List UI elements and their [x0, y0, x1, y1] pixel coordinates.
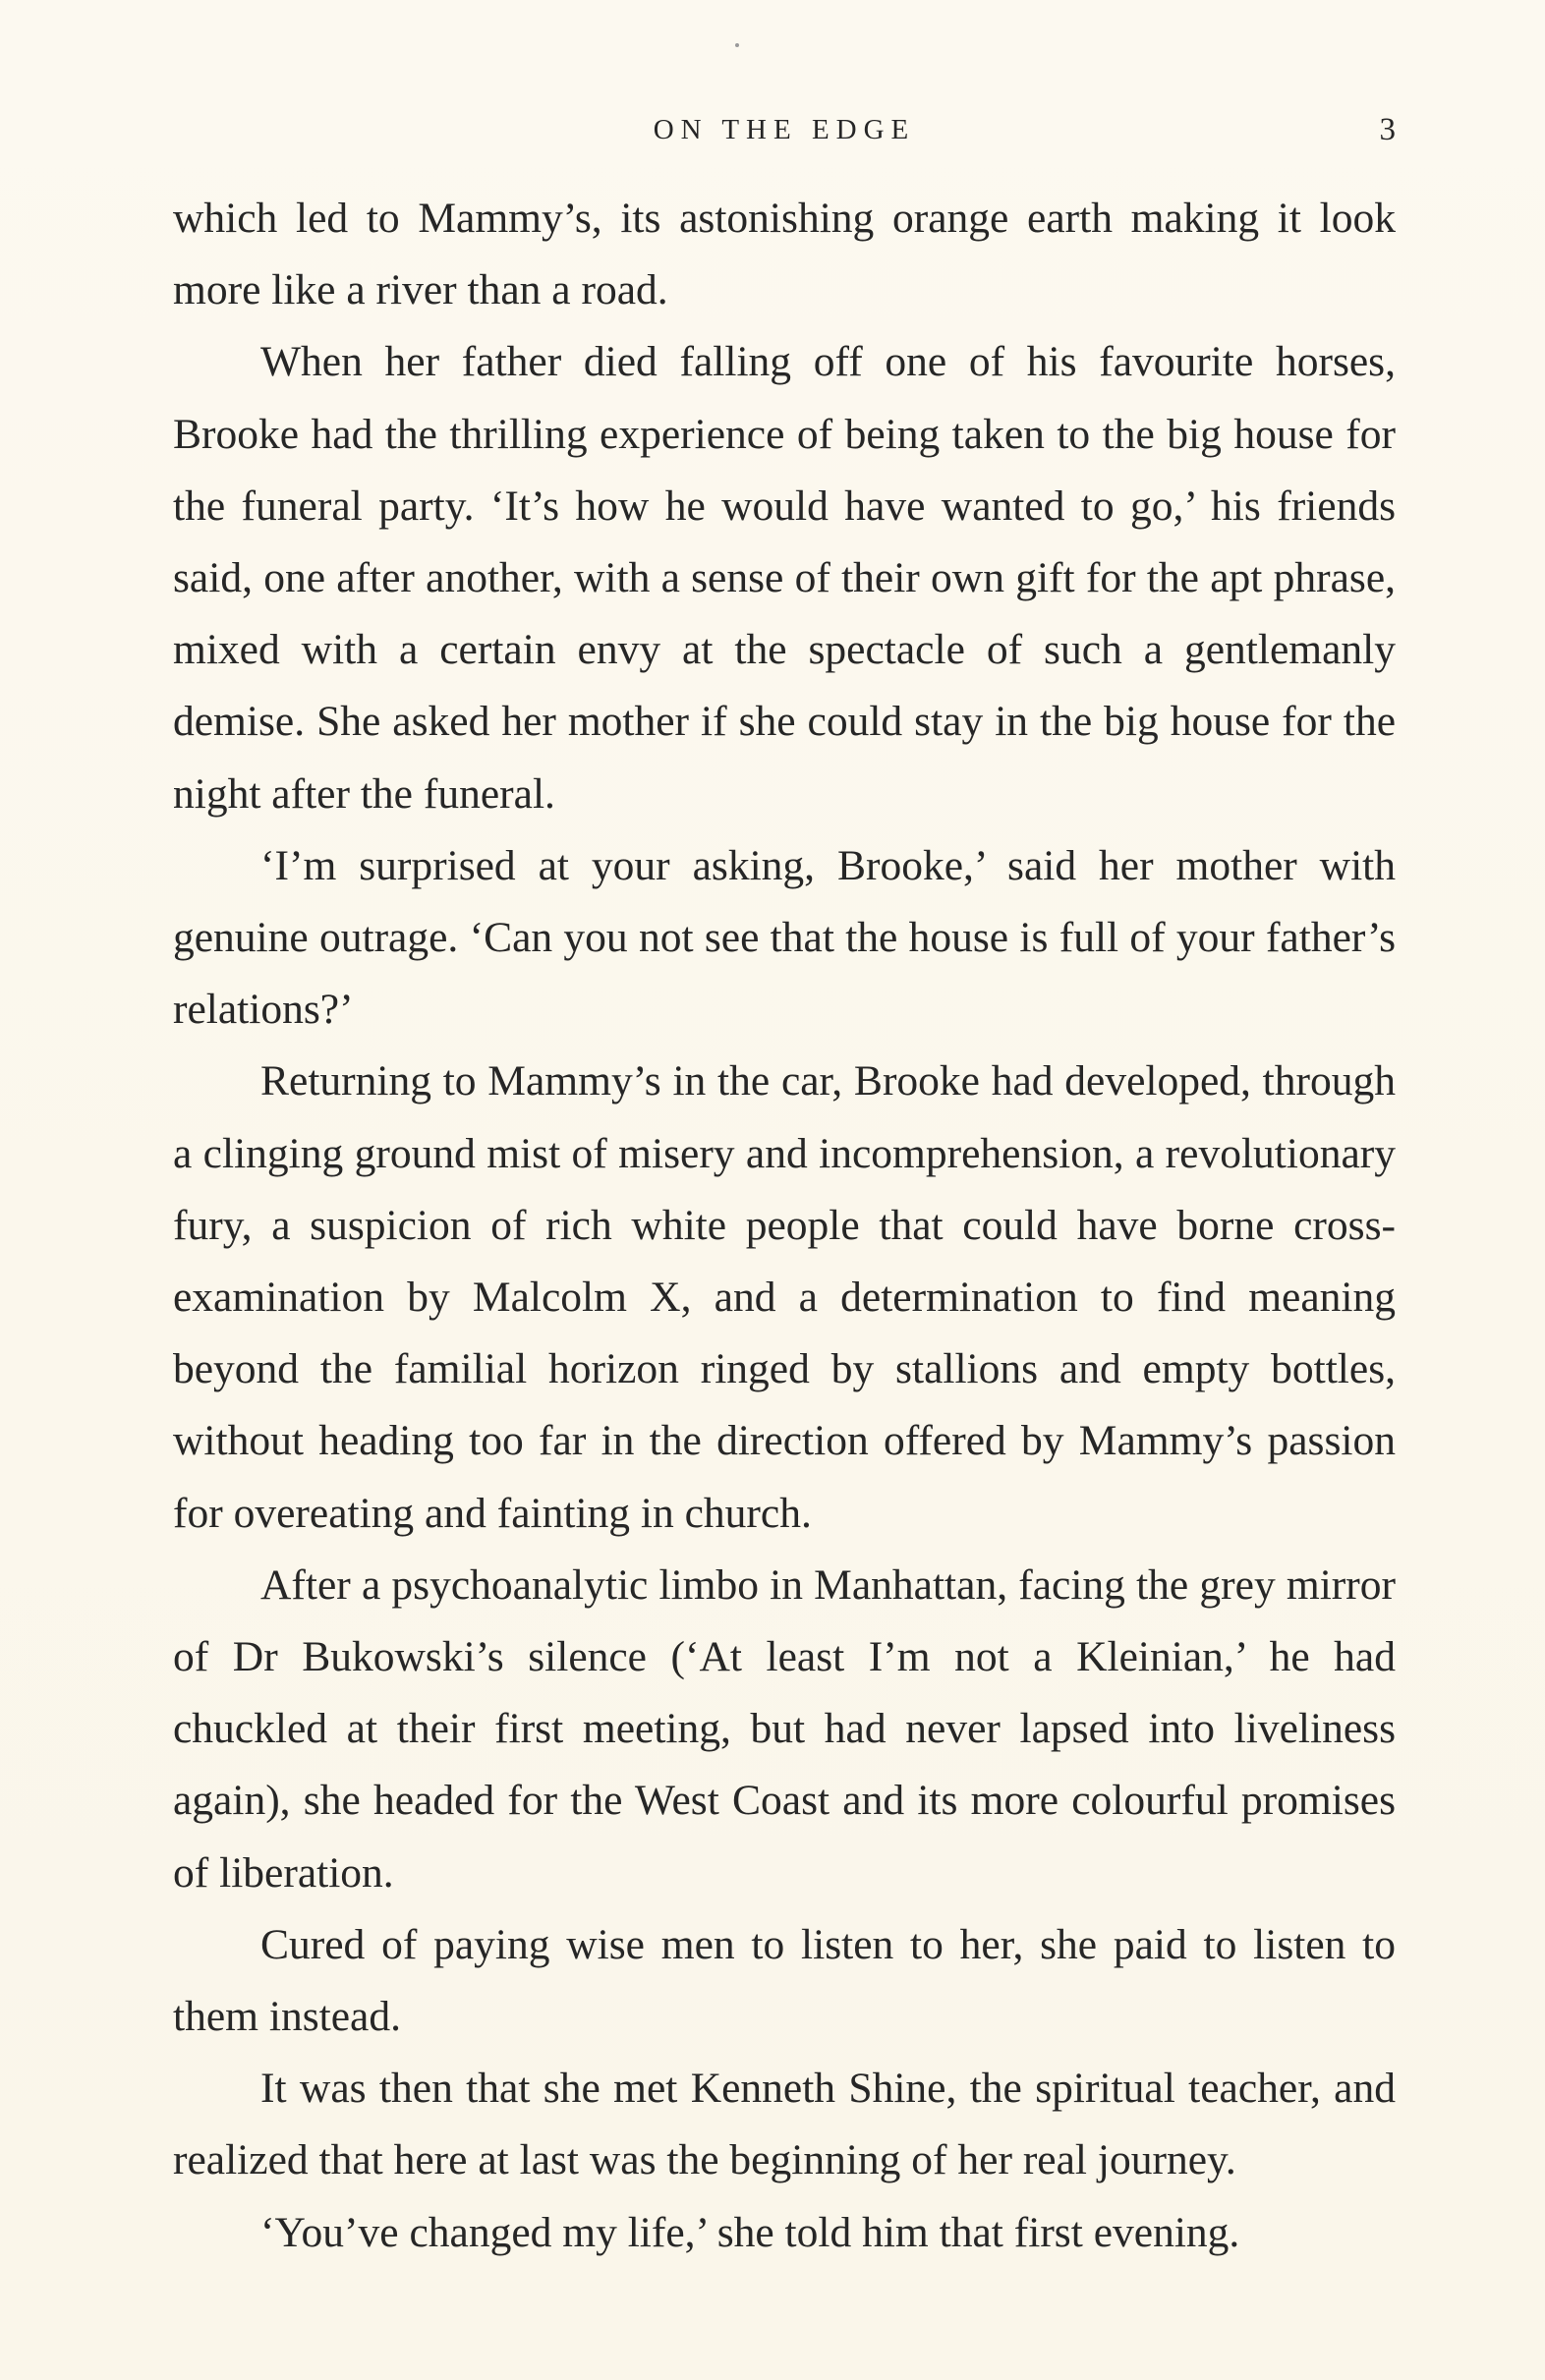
paragraph: ‘You’ve changed my life,’ she told him that first evening.: [260, 2208, 1240, 2256]
paragraph: It was then that she met Kenneth Shine, the spiritual teacher, and realized that here at last was the beginning of her real journey.: [173, 2065, 1396, 2184]
paragraph: which led to Mammy’s, its astonishing orange earth making it look more like a river than a road.: [173, 195, 1396, 314]
body-text: [173, 183, 1396, 2269]
page-speck: [735, 43, 739, 47]
paragraph: Returning to Mammy’s in the car, Brooke had developed, through a clinging ground mist of misery and incomprehension, a revolutionary fury, a suspicion of rich white people that could have borne cross-examination by Malcolm X, and a determination to find meaning beyond the familial horizon ringed by stallions and empty bottles, without heading too far in the direction offered by Mammy’s passion for overeating and fainting in church.: [173, 1057, 1396, 1537]
paragraph: Cured of paying wise men to listen to her, she paid to listen to them instead.: [173, 1920, 1396, 2041]
paragraph: When her father died falling off one of his favourite horses, Brooke had the thrilling experience of being taken to the big house for the funeral party. ‘It’s how he would have wanted to go,’ his friends said, one after another, with a sense of their own gift for the apt phrase, mixed with a certain envy at the spectacle of such a gentlemanly demise. She asked her mother if she could stay in the big house for the night after the funeral.: [173, 338, 1396, 818]
running-head: [173, 108, 1396, 151]
running-title: ON THE EDGE: [653, 114, 916, 145]
paragraph: ‘I’m surprised at your asking, Brooke,’ said her mother with genuine outrage. ‘Can you not see that the house is full of your father’s relations?’: [173, 841, 1396, 1034]
page-number: 3: [1379, 112, 1396, 147]
paragraph: After a psychoanalytic limbo in Manhattan, facing the grey mirror of Dr Bukowski’s silence (‘At least I’m not a Kleinian,’ he had chuckled at their first meeting, but had never lapsed into liveliness again), she headed for the West Coast and its more colourful promises of liberation.: [173, 1560, 1396, 1897]
